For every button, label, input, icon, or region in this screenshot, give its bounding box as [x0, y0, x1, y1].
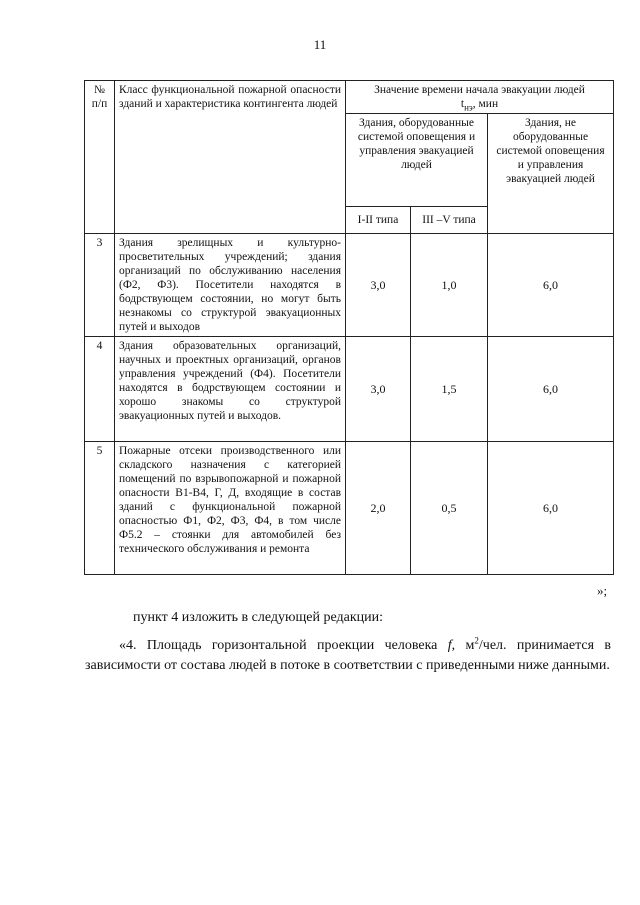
- unit-base: , м: [451, 638, 475, 653]
- header-time-sub: нэ: [464, 102, 473, 113]
- header-time-unit: , мин: [472, 98, 499, 110]
- row-value-not-equipped: 6,0: [488, 234, 614, 337]
- evacuation-time-table: [84, 80, 614, 575]
- header-time-main: Значение времени начала эвакуации людей: [374, 84, 585, 96]
- closing-quote-mark: »;: [597, 583, 608, 598]
- table-row: [85, 234, 614, 337]
- row-value-type-3-5: 0,5: [411, 442, 488, 575]
- paragraph-lead: «4. Площадь горизонтальной проекции человека: [119, 638, 448, 653]
- header-time: [346, 81, 614, 114]
- page-number: 11: [313, 37, 327, 52]
- header-type-1-2: I-II типа: [346, 207, 411, 234]
- header-num: № п/п: [85, 81, 115, 234]
- row-value-not-equipped: 6,0: [488, 337, 614, 442]
- header-time-symbol: t: [460, 98, 465, 110]
- row-desc: Пожарные отсеки производственного или складского назначения с категорией помещений по взрывопожарной и пожарной опасности В1-В4, Г, Д, входящие в состав зданий с функциональной пожарной опасностью Ф1, Ф2, Ф3, Ф4, в том числе Ф5.2 – стоянки для автомобилей без технического обслуживания и ремонта: [115, 442, 346, 575]
- item-heading: пункт 4 изложить в следующей редакции:: [133, 610, 383, 625]
- row-value-type-3-5: 1,5: [411, 337, 488, 442]
- header-equipped: Здания, оборудованные системой оповещения и управления эвакуацией людей: [346, 114, 488, 207]
- paragraph-tail: /чел. принимается в зависимости от состава людей в потоке в соответствии с приведенными ниже данными.: [85, 638, 612, 673]
- row-value-type-1-2: 3,0: [346, 234, 411, 337]
- row-num: 3: [85, 234, 115, 337]
- table-row: [85, 442, 614, 575]
- header-class: Класс функциональной пожарной опасности зданий и характеристика контингента людей: [115, 81, 346, 234]
- row-value-type-1-2: 3,0: [346, 337, 411, 442]
- paragraph-item-4: [85, 636, 611, 676]
- symbol-f: f: [447, 638, 452, 653]
- unit-exponent: 2: [474, 635, 479, 646]
- header-type-3-5: III –V типа: [411, 207, 488, 234]
- row-num: 4: [85, 337, 115, 442]
- table-row: [85, 337, 614, 442]
- row-value-type-3-5: 1,0: [411, 234, 488, 337]
- row-desc: Здания зрелищных и культурно-просветительных учреждений; здания организаций по обслуживанию населения (Ф2, Ф3). Посетители находятся в бодрствующем состоянии, но могут быть незнакомы со структурой эвакуационных путей и выходов: [115, 234, 346, 337]
- row-value-not-equipped: 6,0: [488, 442, 614, 575]
- row-desc: Здания образовательных организаций, научных и проектных организаций, органов управления учреждений (Ф4). Посетители находятся в бодрствующем состоянии и хорошо знакомы со структурой эвакуационных путей и выходов.: [115, 337, 346, 442]
- table-header-row: [85, 81, 614, 114]
- header-not-equipped: Здания, не оборудованные системой оповещения и управления эвакуацией людей: [488, 114, 614, 234]
- row-value-type-1-2: 2,0: [346, 442, 411, 575]
- row-num: 5: [85, 442, 115, 575]
